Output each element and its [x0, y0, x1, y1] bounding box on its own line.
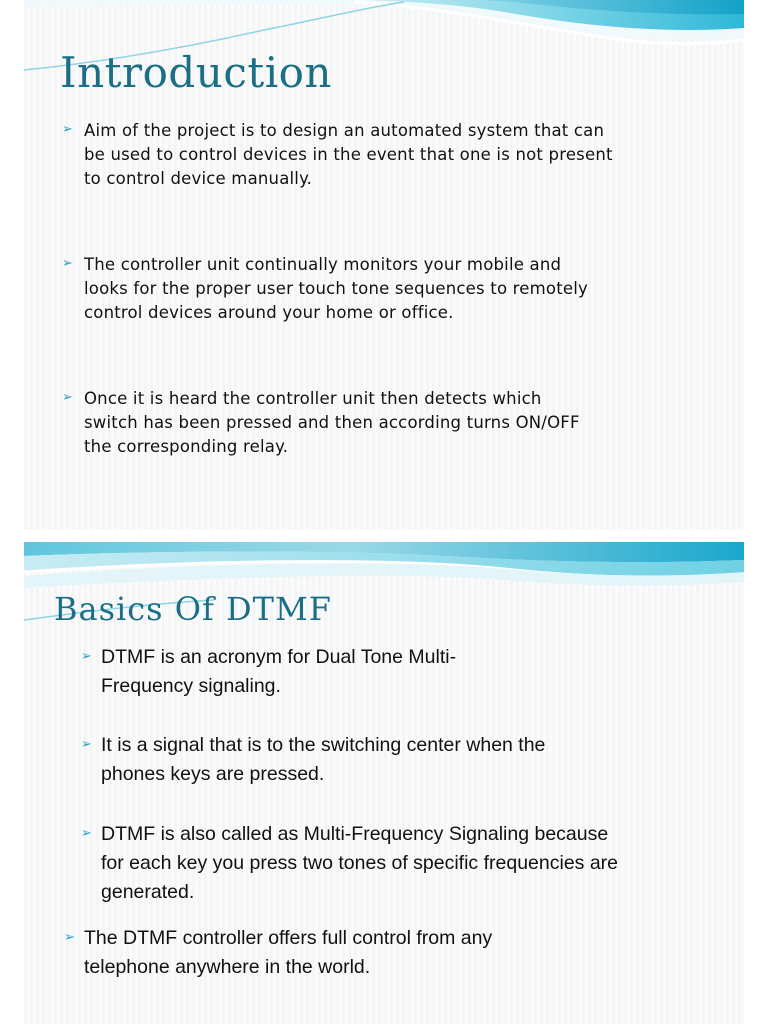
slide-basics-of-dtmf [24, 542, 744, 1024]
list-item [62, 253, 722, 325]
arrow-bullet-icon: ➢ [62, 122, 73, 137]
slide-introduction [24, 0, 744, 530]
bullet-text: Once it is heard the controller unit then detects which switch has been pressed and then according turns ON/OFF the corresponding relay. [84, 389, 580, 456]
arrow-bullet-icon: ➢ [64, 930, 75, 945]
arrow-bullet-icon: ➢ [81, 737, 92, 752]
list-item [81, 820, 721, 907]
slide-title: Basics Of DTMF [54, 590, 332, 628]
bullet-text: The DTMF controller offers full control from any telephone anywhere in the world. [84, 927, 493, 978]
bullet-text: DTMF is also called as Multi-Frequency Signaling because for each key you press two tones of specific frequencies are generated. [101, 823, 619, 903]
arrow-bullet-icon: ➢ [81, 649, 92, 664]
arrow-bullet-icon: ➢ [81, 826, 92, 841]
list-item [81, 643, 721, 701]
bullet-text: Aim of the project is to design an automated system that can be used to control devices in the event that one is not present to control device manually. [84, 121, 613, 188]
list-item [62, 387, 722, 459]
arrow-bullet-icon: ➢ [62, 390, 73, 405]
bullet-text: DTMF is an acronym for Dual Tone Multi- Frequency signaling. [101, 646, 457, 697]
arrow-bullet-icon: ➢ [62, 256, 73, 271]
slide-title: Introduction [60, 48, 332, 97]
bullet-text: The controller unit continually monitors your mobile and looks for the proper user touch tone sequences to remotely control devices around your home or office. [84, 255, 588, 322]
list-item [64, 924, 714, 982]
bullet-text: It is a signal that is to the switching center when the phones keys are pressed. [101, 734, 546, 785]
list-item [81, 731, 721, 789]
list-item [62, 119, 722, 191]
